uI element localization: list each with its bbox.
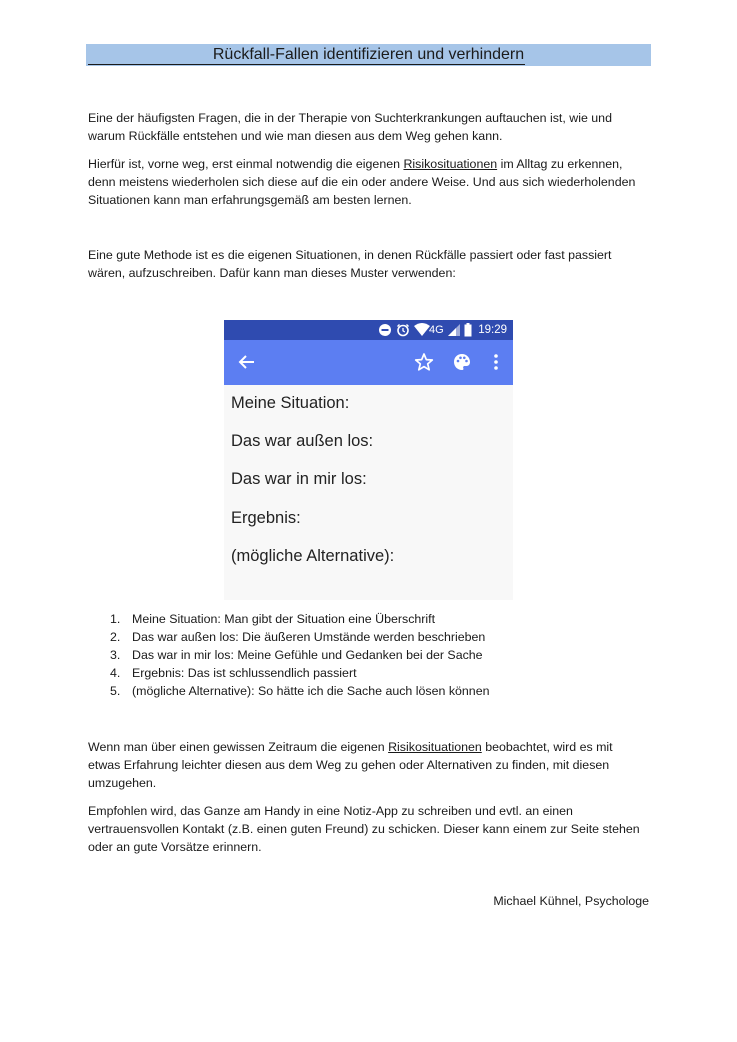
alarm-icon <box>396 323 410 337</box>
page-title: Rückfall-Fallen identifizieren und verhindern <box>212 46 525 63</box>
list-number: 2. <box>110 630 121 644</box>
phone-status-bar <box>224 320 513 340</box>
list-number: 3. <box>110 648 121 662</box>
field-in-mir[interactable]: Das war in mir los: <box>231 470 367 488</box>
list-text: Das war in mir los: Meine Gefühle und Gedanken bei der Sache <box>132 648 483 662</box>
outro-paragraph-1 <box>88 738 648 792</box>
title-bar <box>86 44 651 66</box>
list-number: 1. <box>110 612 121 626</box>
outro-paragraph-1-end: beobachtet, wird es mit etwas Erfahrung leichter diesen aus dem Weg zu gehen oder Alternativen zu finden, mit diesen umzugehen. <box>88 740 613 790</box>
list-item <box>106 682 489 700</box>
risk-situations-term-2: Risikosituationen <box>388 740 482 754</box>
palette-icon[interactable] <box>451 351 473 373</box>
intro-paragraph-1: Eine der häufigsten Fragen, die in der Therapie von Suchterkrankungen auftauchen ist, wie und warum Rückfälle entstehen und wie man diesen aus dem Weg gehen kann. <box>88 111 612 143</box>
star-icon[interactable] <box>413 351 435 373</box>
outro-paragraph-2: Empfohlen wird, das Ganze am Handy in eine Notiz-App zu schreiben und evtl. an einen vertrauensvollen Kontakt (z.B. einen guten Freund) zu schicken. Dieser kann einem zur Seite stehen oder an gute Vorsätze erinnern. <box>88 804 640 854</box>
intro-paragraph-2-start: Hierfür ist, vorne weg, erst einmal notwendig die eigenen <box>88 157 404 171</box>
intro-paragraph-2 <box>88 155 648 209</box>
author-signature: Michael Kühnel, Psychologe <box>493 894 649 908</box>
more-vert-icon[interactable] <box>486 351 506 373</box>
list-text: Meine Situation: Man gibt der Situation eine Überschrift <box>132 612 436 626</box>
list-item <box>106 646 489 664</box>
back-arrow-icon[interactable] <box>236 351 258 373</box>
list-text: (mögliche Alternative): So hätte ich die Sache auch lösen können <box>132 684 490 698</box>
field-ergebnis[interactable]: Ergebnis: <box>231 509 301 527</box>
battery-icon <box>464 323 472 337</box>
field-meine-situation[interactable]: Meine Situation: <box>231 394 350 412</box>
status-time: 19:29 <box>478 324 507 336</box>
phone-app-bar <box>224 340 513 385</box>
risk-situations-term: Risikosituationen <box>403 157 498 171</box>
list-item <box>106 610 489 628</box>
wifi-icon <box>414 323 430 337</box>
network-type-label: 4G <box>429 324 444 336</box>
title-underline <box>88 64 525 65</box>
list-item <box>106 664 489 682</box>
field-alternative[interactable]: (mögliche Alternative): <box>231 547 395 565</box>
list-number: 4. <box>110 666 121 680</box>
outro-paragraph-1-start: Wenn man über einen gewissen Zeitraum die eigenen <box>88 740 389 754</box>
signal-icon <box>448 323 460 337</box>
list-number: 5. <box>110 684 121 698</box>
list-text: Das war außen los: Die äußeren Umstände werden beschrieben <box>132 630 486 644</box>
intro-paragraph-3: Eine gute Methode ist es die eigenen Situationen, in denen Rückfälle passiert oder fast passiert wären, aufzuschreiben. Dafür kann man dieses Muster verwenden: <box>88 248 612 280</box>
minus-circle-icon <box>378 323 392 337</box>
list-item <box>106 628 489 646</box>
explanation-list <box>106 610 489 700</box>
intro-paragraph-2-end: im Alltag zu erkennen, denn meistens wiederholen sich diese auf die ein oder andere Weise. Und aus sich wiederholenden Situationen kann man erfahrungsgemäß am besten lernen. <box>88 157 636 207</box>
phone-screenshot <box>224 320 513 600</box>
list-text: Ergebnis: Das ist schlussendlich passiert <box>132 666 357 680</box>
field-aussen[interactable]: Das war außen los: <box>231 432 374 450</box>
